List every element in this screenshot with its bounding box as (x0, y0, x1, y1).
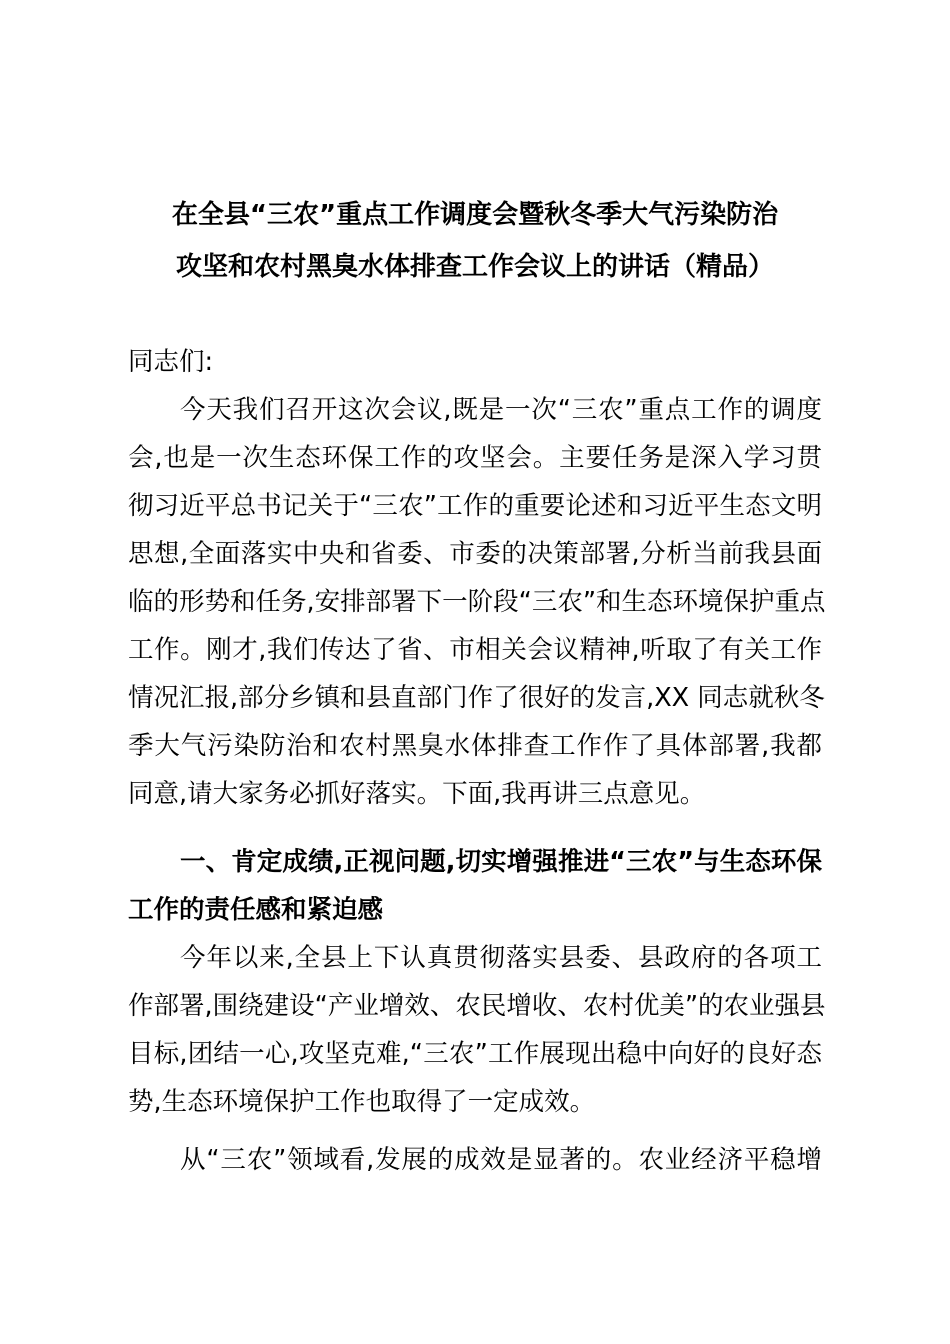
text-line: 工作。刚才,我们传达了省、市相关会议精神,听取了有关工作 (128, 635, 822, 665)
text-line: 势,生态环境保护工作也取得了一定成效。 (128, 1087, 596, 1117)
text-line: 会,也是一次生态环保工作的攻坚会。主要任务是深入学习贯 (128, 443, 822, 473)
heading-line: 一、肯定成绩,正视问题,切实增强推进“三农”与生态环保 (180, 847, 822, 877)
heading-line: 工作的责任感和紧迫感 (128, 895, 384, 925)
text-line: 情况汇报,部分乡镇和县直部门作了很好的发言,XX 同志就秋冬 (128, 683, 825, 713)
text-line: 临的形势和任务,安排部署下一阶段“三农”和生态环境保护重点 (128, 587, 826, 617)
text-line: 今天我们召开这次会议,既是一次“三农”重点工作的调度 (180, 395, 822, 425)
text-line: 作部署,围绕建设“产业增效、农民增收、农村优美”的农业强县 (128, 991, 826, 1021)
text-line: 今年以来,全县上下认真贯彻落实县委、县政府的各项工 (180, 943, 822, 973)
text-line: 目标,团结一心,攻坚克难,“三农”工作展现出稳中向好的良好态 (128, 1039, 822, 1069)
salutation: 同志们: (128, 347, 214, 377)
text-line: 思想,全面落实中央和省委、市委的决策部署,分析当前我县面 (128, 539, 822, 569)
text-line: 季大气污染防治和农村黑臭水体排查工作作了具体部署,我都 (128, 731, 822, 761)
text-line: 同意,请大家务必抓好落实。下面,我再讲三点意见。 (128, 779, 706, 809)
title-line: 在全县“三农”重点工作调度会暨秋冬季大气污染防治 (171, 200, 779, 230)
text-line: 从“三农”领域看,发展的成效是显著的。农业经济平稳增 (180, 1145, 822, 1175)
title-line: 攻坚和农村黑臭水体排查工作会议上的讲话（精品） (175, 252, 774, 282)
text-line: 彻习近平总书记关于“三农”工作的重要论述和习近平生态文明 (128, 491, 822, 521)
